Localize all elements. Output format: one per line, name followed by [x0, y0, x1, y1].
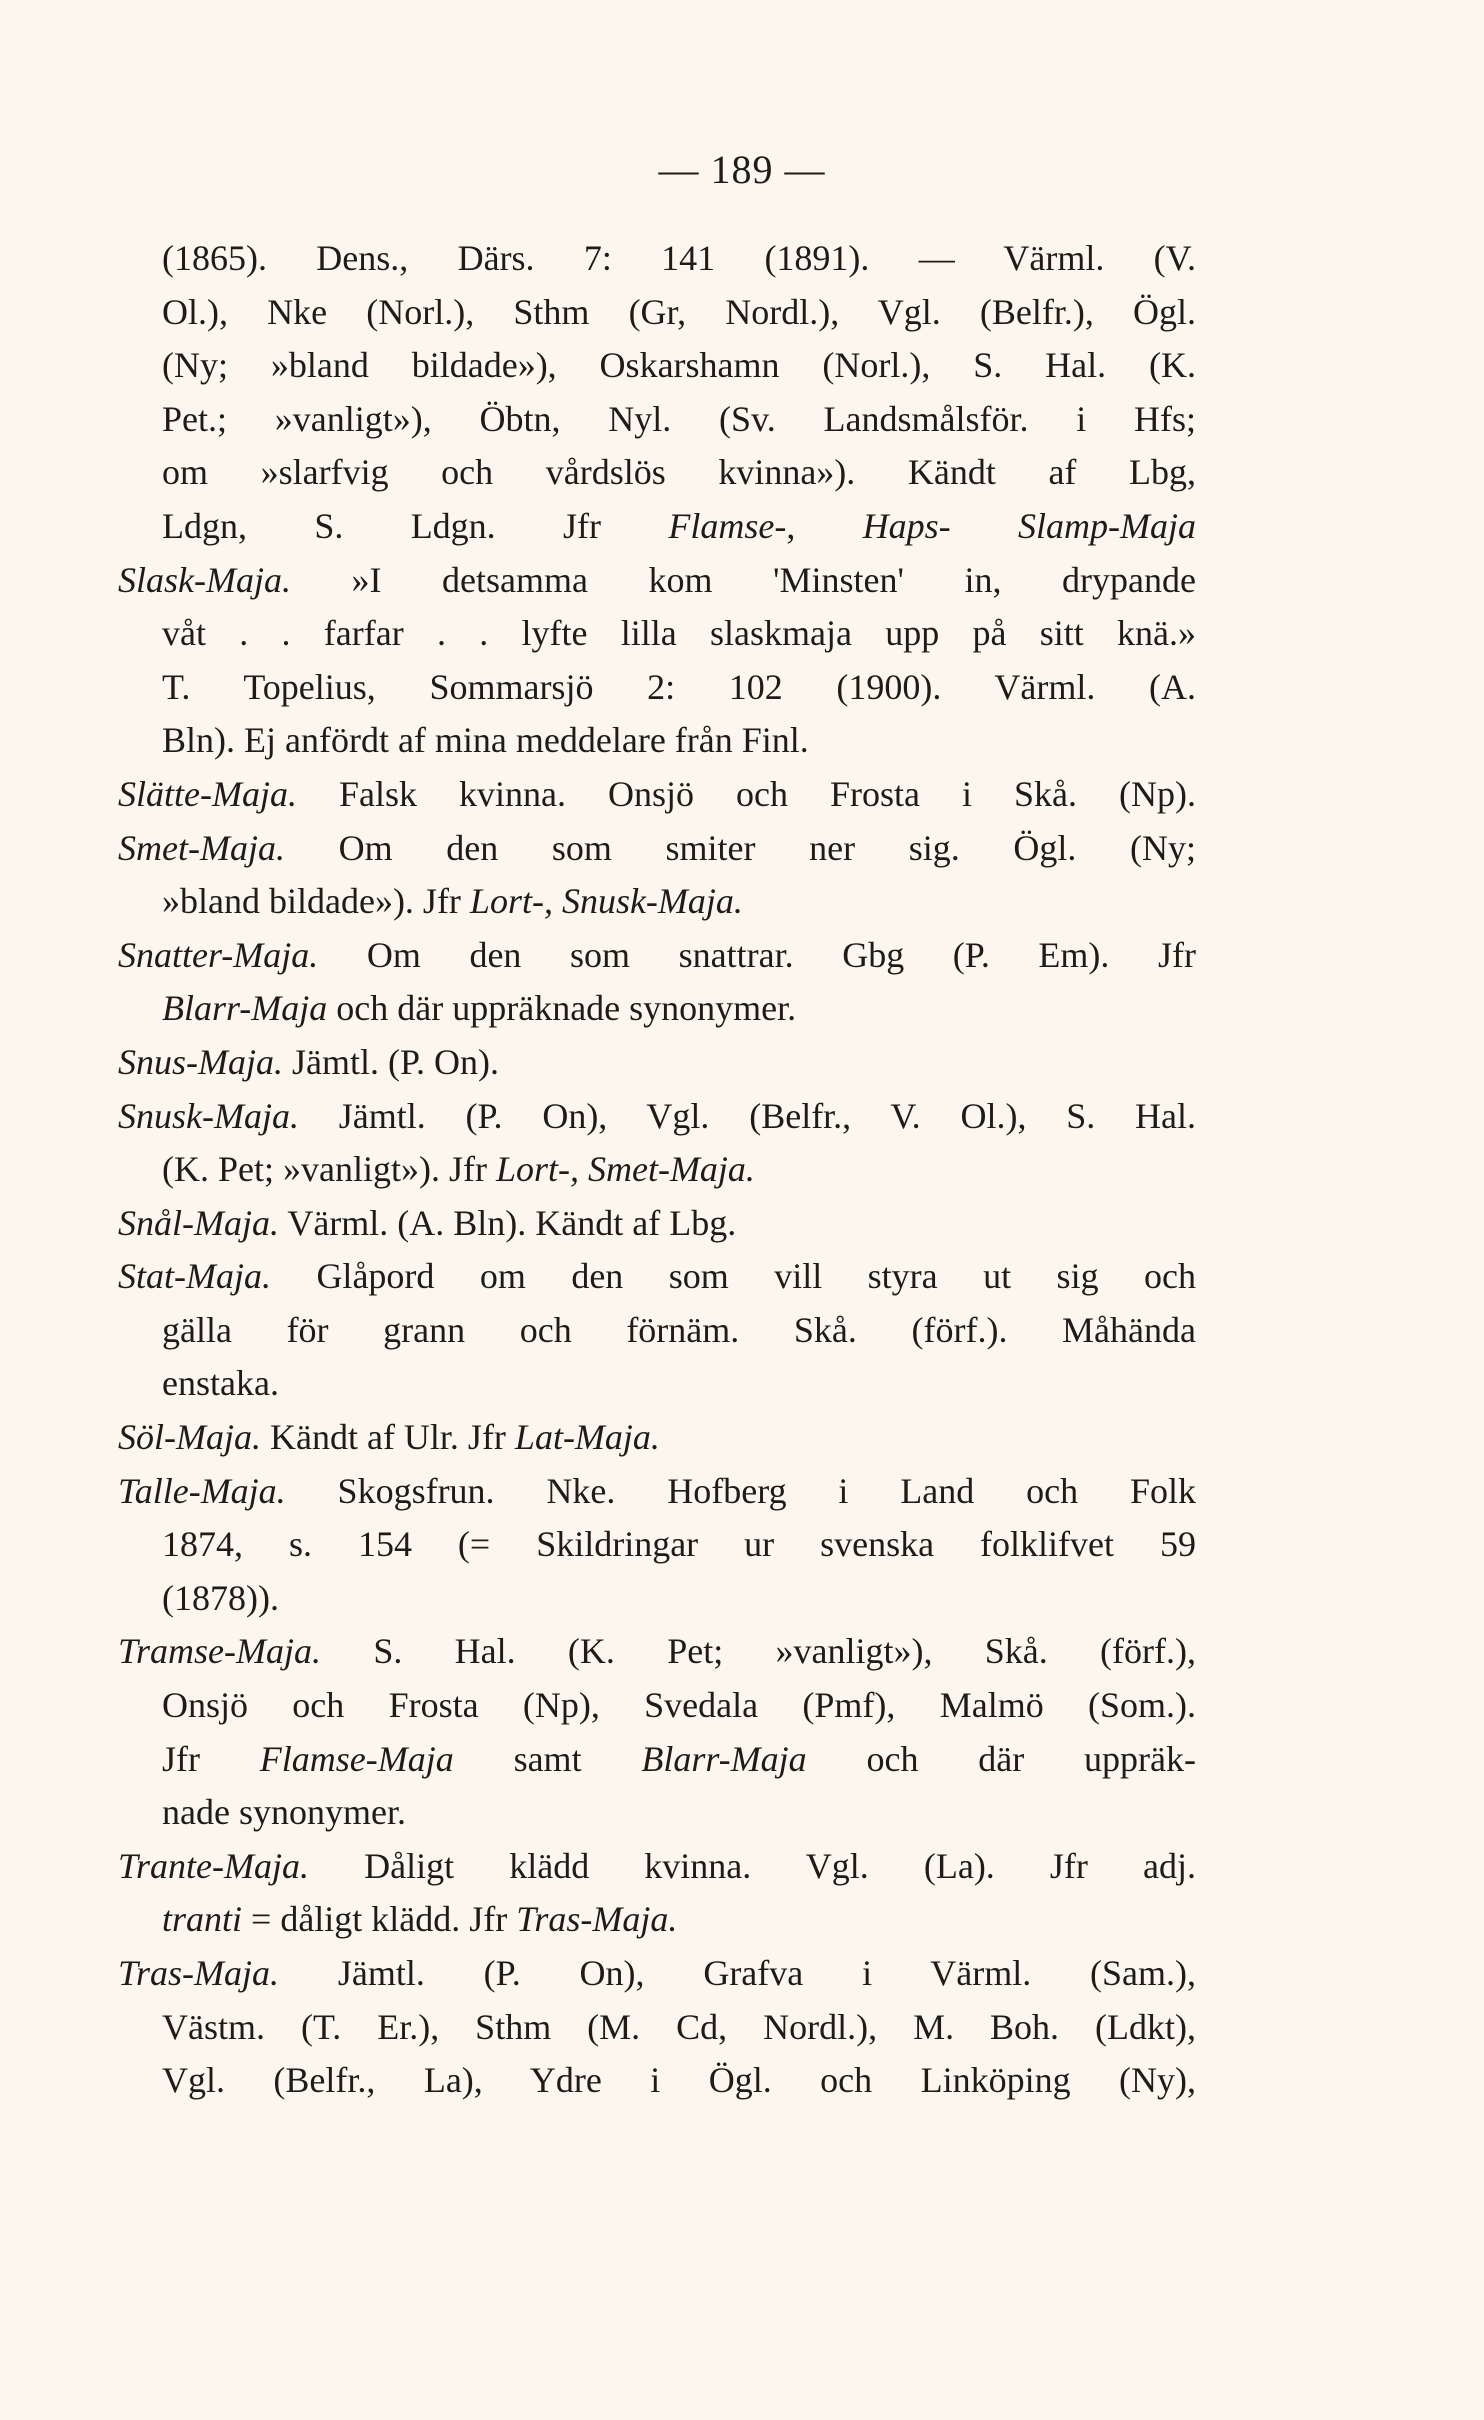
- text-line: [118, 1197, 1196, 1251]
- italic-term: Blarr-Maja: [641, 1738, 807, 1779]
- text-line: [118, 1679, 1196, 1733]
- text-line: [118, 1250, 1196, 1304]
- text-segment: Skogsfrun. Nke. Hofberg i Land och Folk: [285, 1470, 1196, 1511]
- italic-term: Tramse-Maja.: [118, 1631, 322, 1672]
- text-segment: Jämtl. (P. On), Vgl. (Belfr., V. Ol.), S. Hal.: [298, 1095, 1196, 1136]
- text-segment: Kändt af Ulr. Jfr: [260, 1417, 515, 1458]
- text-line: [118, 875, 1196, 929]
- text-line: [118, 1304, 1196, 1358]
- text-segment: »bland bildade»). Jfr: [162, 881, 470, 922]
- text-line: [118, 2054, 1196, 2108]
- italic-term: Smet-Maja.: [118, 827, 285, 868]
- text-line: [118, 1143, 1196, 1197]
- text-line: [118, 446, 1196, 500]
- italic-term: Snus-Maja.: [118, 1041, 283, 1082]
- text-segment: Jämtl. (P. On), Grafva i Värml. (Sam.),: [279, 1953, 1196, 1993]
- italic-term: Snatter-Maja.: [118, 934, 319, 975]
- text-line: [118, 1036, 1196, 1090]
- italic-term: Snusk-Maja.: [118, 1095, 299, 1136]
- text-segment: gälla för grann och förnäm. Skå. (förf.). Måhända: [162, 1309, 1196, 1350]
- text-segment: Bln). Ej anfördt af mina meddelare från Finl.: [162, 720, 809, 761]
- text-line: [118, 1625, 1196, 1679]
- italic-term: Lort-, Smet-Maja.: [495, 1149, 755, 1190]
- text-line: [118, 714, 1196, 768]
- text-line: [118, 1840, 1196, 1894]
- text-segment: om »slarfvig och vårdslös kvinna»). Kändt af Lbg,: [162, 452, 1196, 493]
- text-line: [118, 607, 1196, 661]
- text-segment: nade synonymer.: [162, 1792, 406, 1833]
- text-line: [118, 768, 1196, 822]
- italic-term: Slätte-Maja.: [118, 773, 297, 814]
- text-segment: (Ny; »bland bildade»), Oskarshamn (Norl.), S. Hal. (K.: [162, 345, 1196, 386]
- text-line: [118, 1572, 1196, 1626]
- text-segment: 1874, s. 154 (= Skildringar ur svenska folklifvet 59: [162, 1524, 1196, 1565]
- text-line: [118, 1357, 1196, 1411]
- text-segment: Falsk kvinna. Onsjö och Frosta i Skå. (Np).: [296, 773, 1196, 814]
- page-number: — 189 —: [658, 147, 826, 192]
- text-line: [118, 1465, 1196, 1519]
- text-line: [118, 1786, 1196, 1840]
- italic-term: Blarr-Maja: [162, 988, 328, 1029]
- text-segment: Om den som snattrar. Gbg (P. Em). Jfr: [318, 934, 1196, 975]
- italic-term: Tras-Maja.: [516, 1899, 678, 1940]
- italic-term: tranti: [162, 1899, 243, 1940]
- text-line: [118, 822, 1196, 876]
- text-line: [118, 339, 1196, 393]
- text-segment: Vgl. (Belfr., La), Ydre i Ögl. och Linköping (Ny),: [162, 2060, 1196, 2101]
- text-line: [118, 1090, 1196, 1144]
- text-segment: (1878)).: [162, 1577, 279, 1618]
- text-segment: Om den som smiter ner sig. Ögl. (Ny;: [284, 827, 1196, 868]
- text-segment: och där uppräk-: [806, 1738, 1196, 1779]
- text-segment: samt: [453, 1738, 642, 1779]
- italic-term: Flamse-Maja: [259, 1738, 454, 1779]
- italic-term: Slask-Maja.: [118, 559, 291, 600]
- text-segment: Jämtl. (P. On).: [283, 1041, 499, 1082]
- italic-term: Haps- Slamp-Maja: [862, 505, 1196, 546]
- text-line: [118, 554, 1196, 608]
- text-line: [118, 1947, 1196, 2001]
- text-segment: (1865). Dens., Därs. 7: 141 (1891). — Värml. (V.: [162, 238, 1196, 278]
- italic-term: Talle-Maja.: [118, 1470, 286, 1511]
- text-line: [118, 1733, 1196, 1787]
- text-segment: Ol.), Nke (Norl.), Sthm (Gr, Nordl.), Vgl. (Belfr.), Ögl.: [162, 291, 1196, 332]
- text-segment: Onsjö och Frosta (Np), Svedala (Pmf), Malmö (Som.).: [162, 1685, 1196, 1726]
- text-segment: Ldgn, S. Ldgn. Jfr: [162, 505, 669, 546]
- text-segment: S. Hal. (K. Pet; »vanligt»), Skå. (förf.),: [321, 1631, 1196, 1672]
- italic-term: Lat-Maja.: [514, 1417, 660, 1458]
- text-line: [118, 232, 1196, 286]
- text-segment: Dåligt klädd kvinna. Vgl. (La). Jfr adj.: [309, 1845, 1196, 1886]
- italic-term: Tras-Maja.: [118, 1953, 280, 1993]
- italic-term: Stat-Maja.: [118, 1256, 271, 1297]
- dictionary-text: [118, 232, 1196, 2108]
- text-line: [118, 2001, 1196, 2055]
- text-segment: Glåpord om den som vill styra ut sig och: [270, 1256, 1196, 1297]
- text-segment: Värml. (A. Bln). Kändt af Lbg.: [278, 1202, 737, 1243]
- text-line: [118, 929, 1196, 983]
- text-segment: (K. Pet; »vanligt»). Jfr: [162, 1149, 496, 1190]
- text-segment: T. Topelius, Sommarsjö 2: 102 (1900). Värml. (A.: [162, 666, 1196, 707]
- text-line: [118, 500, 1196, 554]
- text-segment: enstaka.: [162, 1363, 279, 1404]
- text-segment: våt . . farfar . . lyfte lilla slaskmaja upp på sitt knä.»: [162, 613, 1196, 654]
- text-line: [118, 393, 1196, 447]
- text-segment: = dåligt klädd. Jfr: [242, 1899, 517, 1940]
- italic-term: Trante-Maja.: [118, 1845, 310, 1886]
- text-line: [118, 1518, 1196, 1572]
- text-line: [118, 1893, 1196, 1947]
- italic-term: Lort-, Snusk-Maja.: [469, 881, 743, 922]
- text-segment: Västm. (T. Er.), Sthm (M. Cd, Nordl.), M. Boh. (Ldkt),: [162, 2006, 1196, 2047]
- text-line: [118, 661, 1196, 715]
- text-segment: Jfr: [162, 1738, 260, 1779]
- text-line: [118, 1411, 1196, 1465]
- text-segment: ,: [786, 505, 863, 546]
- italic-term: Flamse-: [668, 505, 787, 546]
- text-line: [118, 286, 1196, 340]
- italic-term: Söl-Maja.: [118, 1417, 261, 1458]
- text-segment: »I detsamma kom 'Minsten' in, drypande: [290, 559, 1196, 600]
- text-segment: Pet.; »vanligt»), Öbtn, Nyl. (Sv. Landsmålsför. i Hfs;: [162, 398, 1196, 439]
- text-segment: och där uppräknade synonymer.: [327, 988, 797, 1029]
- italic-term: Snål-Maja.: [118, 1202, 279, 1243]
- text-line: [118, 982, 1196, 1036]
